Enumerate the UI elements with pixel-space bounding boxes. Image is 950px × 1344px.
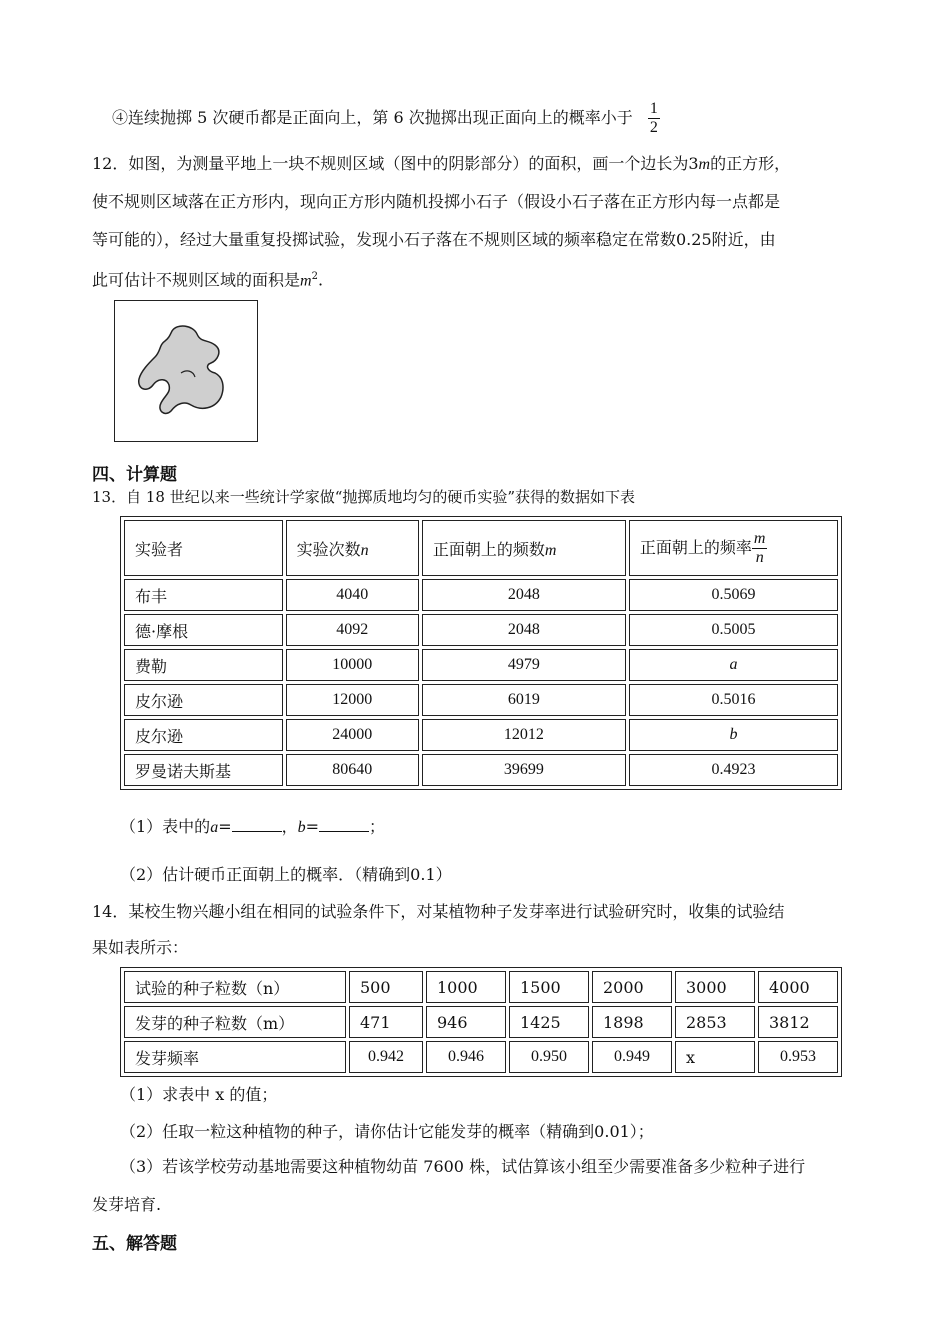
answer-blank-a[interactable] [232,817,282,832]
fraction-one-half [648,100,660,137]
q14-sub1: （1）求表中 x 的值； [120,1085,278,1104]
table-row [124,684,838,716]
q12-line4 [92,266,323,292]
table-cell: 3000 [675,971,755,1003]
q12-unit-m: m [300,272,312,290]
table-cell: 2853 [675,1006,755,1038]
q12-line1 [92,153,790,176]
q12-line4-tail: . [317,270,324,290]
header-text: 正面朝上的频数 [432,539,545,559]
table-cell: x [675,1041,755,1073]
table-cell: 80640 [286,754,419,786]
q12-line3: 等可能的），经过大量重复投掷试验，发现小石子落在不规则区域的频率稳定在常数0.25附近，由 [92,230,776,249]
table-row [124,971,838,1003]
q12-line2: 使不规则区域落在正方形内，现向正方形内随机投掷小石子（假设小石子落在正方形内每一点都是 [92,192,781,211]
header-text: 实验者 [135,539,184,559]
table-cell: 0.946 [426,1041,506,1073]
table-cell: 10000 [286,649,419,681]
table-cell: 12012 [422,719,626,751]
table-cell: 0.949 [592,1041,672,1073]
table-cell: 39699 [422,754,626,786]
equals-sign: = [218,817,232,836]
q12-unit-sup: 2 [311,271,318,282]
q13-sub1-prefix: （1）表中的 [120,817,211,836]
table-row [124,1041,838,1073]
var-a: a [210,819,219,836]
q13-table [120,516,842,790]
terminator: ； [369,817,386,836]
table-cell: 0.4923 [629,754,838,786]
q12-var-m: m [698,156,711,173]
header-cell [422,520,626,576]
q14-sub2: （2）任取一粒这种植物的种子，请你估计它能发芽的概率（精确到0.01）； [120,1122,654,1141]
answer-blank-b[interactable] [319,817,369,832]
table-cell: 1898 [592,1006,672,1038]
table-cell: 0.5016 [629,684,838,716]
header-cell [124,520,283,576]
table-cell: 4092 [286,614,419,646]
table-row [124,719,838,751]
header-cell [629,520,838,576]
irregular-region-shape [115,301,257,441]
table-cell: 发芽频率 [124,1041,346,1073]
q13-sub2: （2）估计硬币正面朝上的概率．（精确到0.1） [120,865,452,884]
table-cell: 皮尔逊 [124,719,283,751]
q14-line2: 果如表所示： [92,938,189,957]
table-cell: 费勒 [124,649,283,681]
frac-numerator: m [753,529,766,547]
q13-sub1 [120,816,385,839]
table-cell: 1000 [426,971,506,1003]
separator: ， [281,817,298,836]
header-text: 正面朝上的频率 [639,537,752,557]
q14-sub3-line2: 发芽培育. [92,1195,162,1214]
table-cell: 1425 [509,1006,589,1038]
table-header-row [124,520,838,576]
table-cell: 试验的种子粒数（n） [124,971,346,1003]
table-cell: 3812 [758,1006,838,1038]
table-cell: 皮尔逊 [124,684,283,716]
frac-denominator: n [755,548,764,566]
q11-item4-text: ④连续抛掷 5 次硬币都是正面向上，第 6 次抛掷出现正面向上的概率小于 [112,108,633,127]
var-b: b [297,819,306,836]
header-var: m [544,541,557,559]
table-cell: 1500 [509,971,589,1003]
header-cell [286,520,419,576]
table-cell: 德·摩根 [124,614,283,646]
table-cell: 2000 [592,971,672,1003]
table-cell: b [629,719,838,751]
equals-sign: = [305,817,320,836]
table-row [124,754,838,786]
q13-intro: 13．自 18 世纪以来一些统计学家做“抛掷质地均匀的硬币实验”获得的数据如下表 [92,488,636,506]
table-cell: 4979 [422,649,626,681]
header-text: 实验次数 [296,539,361,559]
table-row [124,614,838,646]
q12-line4-text: 此可估计不规则区域的面积是 [92,270,301,290]
table-cell: 24000 [286,719,419,751]
section-4-heading: 四、计算题 [92,465,177,485]
freq-fraction [752,530,768,567]
q12-line1-text: 12．如图，为测量平地上一块不规则区域（图中的阴影部分）的面积，画一个边长为3 [92,154,699,173]
table-cell: 12000 [286,684,419,716]
q11-item4 [112,100,660,137]
frac-denominator: 2 [649,119,658,136]
table-cell: 946 [426,1006,506,1038]
table-row [124,1006,838,1038]
table-row [124,649,838,681]
header-var: n [360,541,369,559]
table-cell: 2048 [422,614,626,646]
table-cell: 0.5069 [629,579,838,611]
frac-numerator: 1 [649,100,658,117]
table-cell: 6019 [422,684,626,716]
table-cell: 471 [349,1006,423,1038]
table-row [124,579,838,611]
table-cell: 0.5005 [629,614,838,646]
q14-line1: 14．某校生物兴趣小组在相同的试验条件下，对某植物种子发芽率进行试验研究时，收集的试验结 [92,902,785,921]
table-cell: 0.953 [758,1041,838,1073]
table-cell: 0.942 [349,1041,423,1073]
table-cell: 500 [349,971,423,1003]
q12-line1-tail: 的正方形， [710,154,791,173]
q14-sub3-line1: （3）若该学校劳动基地需要这种植物幼苗 7600 株，试估算该小组至少需要准备多少粒种子进行 [120,1157,806,1176]
table-cell: 布丰 [124,579,283,611]
table-cell: 2048 [422,579,626,611]
section-5-heading: 五、解答题 [92,1234,177,1254]
square-figure [114,300,258,442]
q14-table [120,967,842,1077]
table-cell: 罗曼诺夫斯基 [124,754,283,786]
table-cell: 4000 [758,971,838,1003]
table-cell: 4040 [286,579,419,611]
table-cell: 发芽的种子粒数（m） [124,1006,346,1038]
table-cell: 0.950 [509,1041,589,1073]
table-cell: a [629,649,838,681]
